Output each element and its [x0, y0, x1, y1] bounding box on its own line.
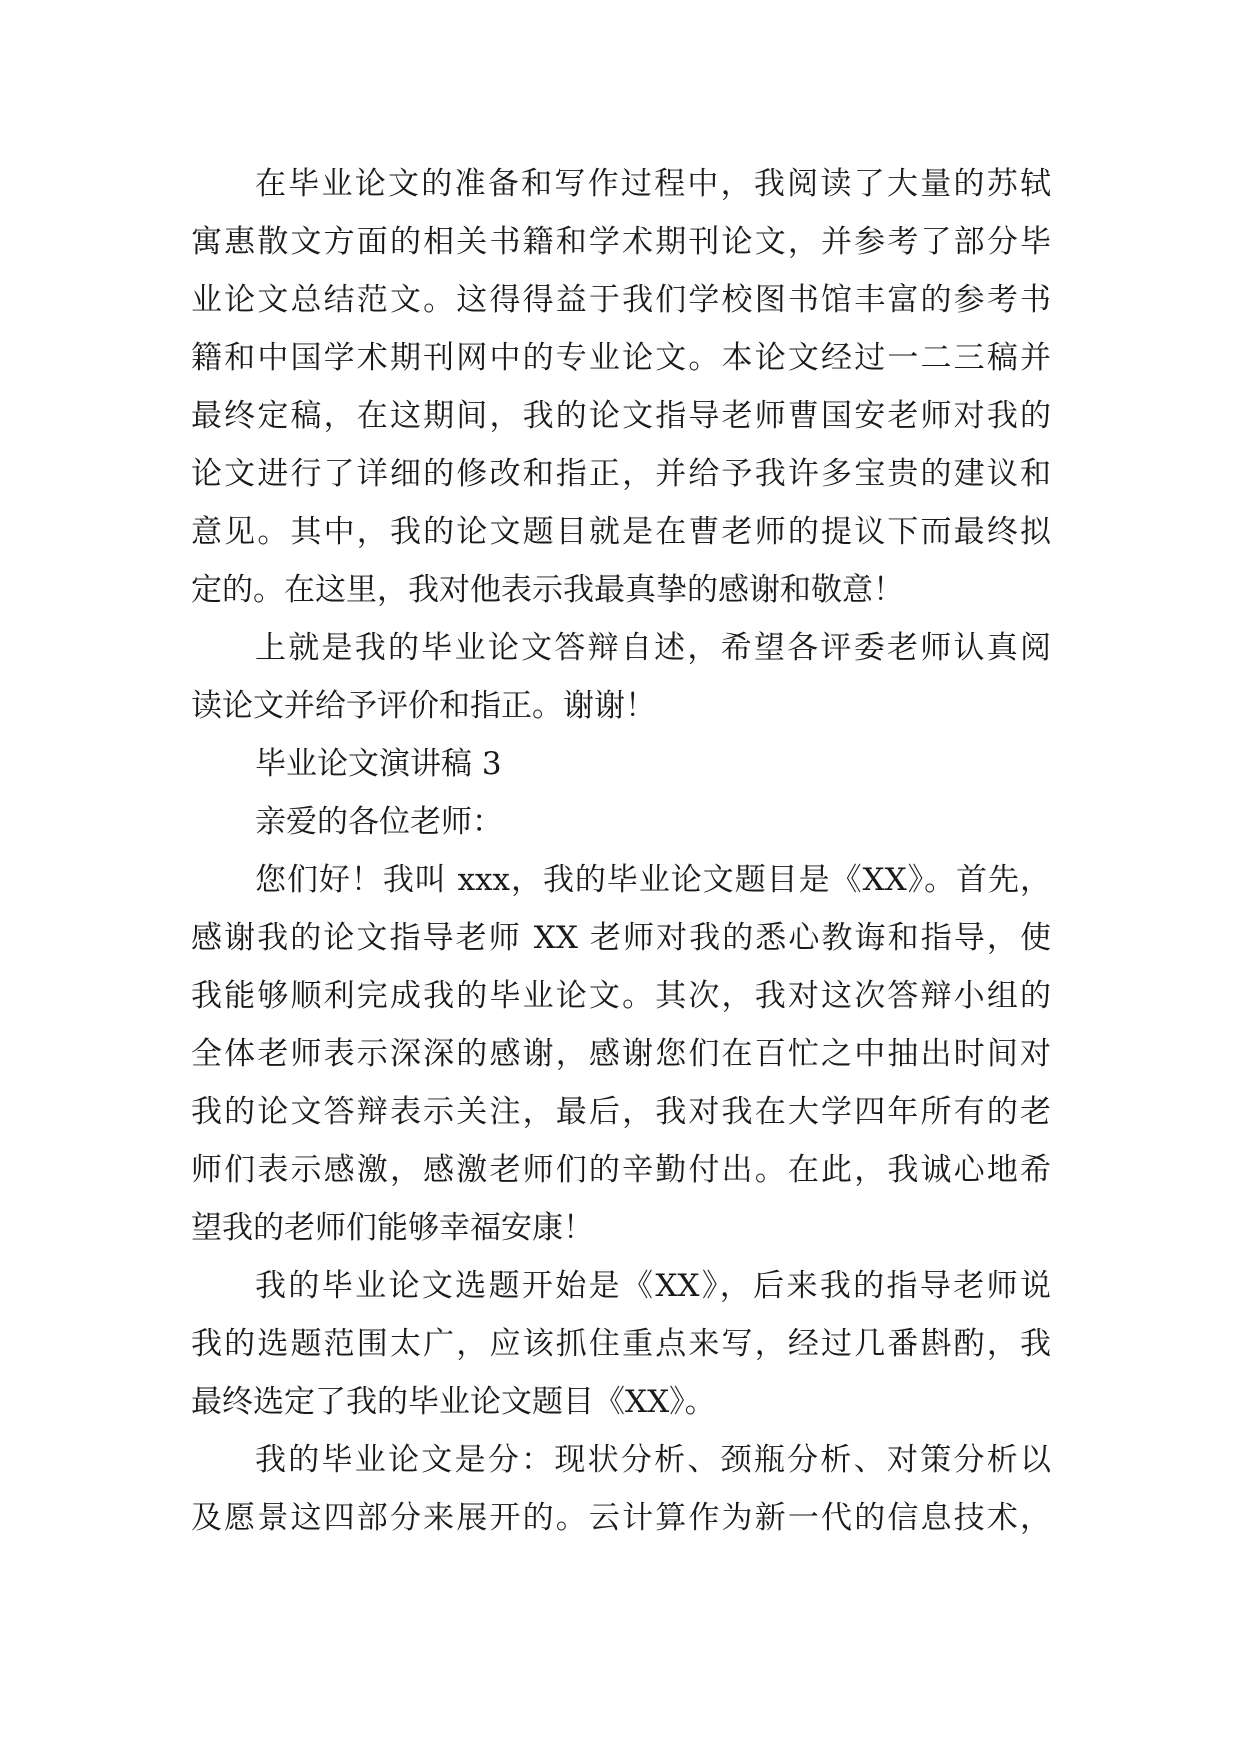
text-line: 师们表示感激，感激老师们的辛勤付出。在此，我诚心地希: [191, 1152, 1051, 1188]
text-line: 我能够顺利完成我的毕业论文。其次，我对这次答辩小组的: [191, 978, 1051, 1014]
text-line: 读论文并给予评价和指正。谢谢！: [191, 688, 656, 724]
text-line: 毕业论文演讲稿 3: [255, 746, 502, 782]
salutation: [191, 793, 1051, 851]
text-line: 我的论文答辩表示关注，最后，我对我在大学四年所有的老: [191, 1094, 1051, 1130]
text-line: 感谢我的论文指导老师 XX 老师对我的悉心教诲和指导，使: [191, 920, 1051, 956]
paragraph-closing: [191, 619, 1051, 735]
text-line: 意见。其中，我的论文题目就是在曹老师的提议下而最终拟: [191, 514, 1051, 550]
text-line: 定的。在这里，我对他表示我最真挚的感谢和敬意！: [191, 572, 904, 608]
text-line: 寓惠散文方面的相关书籍和学术期刊论文，并参考了部分毕: [191, 224, 1051, 260]
text-line: 我的毕业论文选题开始是《XX》，后来我的指导老师说: [255, 1268, 1051, 1304]
document-body: [191, 155, 1051, 1547]
paragraph-structure: [191, 1431, 1051, 1547]
text-line: 最终定稿，在这期间，我的论文指导老师曹国安老师对我的: [191, 398, 1051, 434]
text-line: 籍和中国学术期刊网中的专业论文。本论文经过一二三稿并: [191, 340, 1051, 376]
text-line: 我的毕业论文是分：现状分析、颈瓶分析、对策分析以: [255, 1442, 1051, 1478]
text-line: 您们好！我叫 xxx，我的毕业论文题目是《XX》。首先，: [255, 862, 1051, 898]
text-line: 上就是我的毕业论文答辩自述，希望各评委老师认真阅: [255, 630, 1051, 666]
text-line: 我的选题范围太广，应该抓住重点来写，经过几番斟酌，我: [191, 1326, 1051, 1362]
text-line: 亲爱的各位老师：: [255, 804, 503, 840]
text-line: 望我的老师们能够幸福安康！: [191, 1210, 594, 1246]
text-line: 在毕业论文的准备和写作过程中，我阅读了大量的苏轼: [255, 166, 1051, 202]
section-heading: [191, 735, 1051, 793]
text-line: 最终选定了我的毕业论文题目《XX》。: [191, 1384, 716, 1420]
text-line: 业论文总结范文。这得得益于我们学校图书馆丰富的参考书: [191, 282, 1051, 318]
paragraph-greeting: [191, 851, 1051, 1257]
text-line: 全体老师表示深深的感谢，感谢您们在百忙之中抽出时间对: [191, 1036, 1051, 1072]
paragraph-topic: [191, 1257, 1051, 1431]
text-line: 论文进行了详细的修改和指正，并给予我许多宝贵的建议和: [191, 456, 1051, 492]
text-line: 及愿景这四部分来展开的。云计算作为新一代的信息技术，: [191, 1500, 1051, 1536]
paragraph-acknowledgement: [191, 155, 1051, 619]
